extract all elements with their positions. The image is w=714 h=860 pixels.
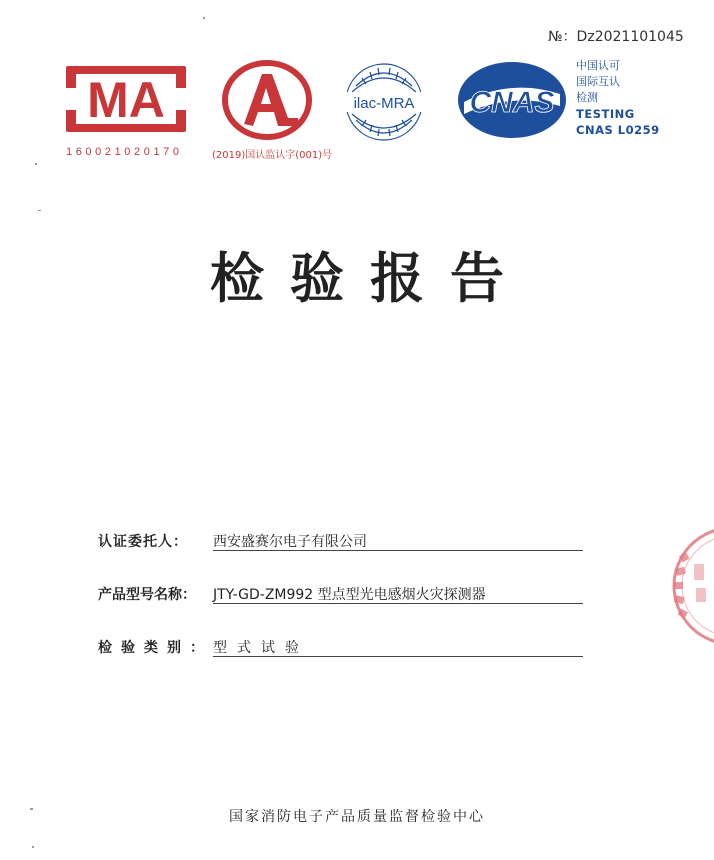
field-product	[98, 584, 486, 606]
ilac-text: ilac-MRA	[353, 95, 415, 112]
scan-speck	[35, 163, 37, 165]
cnas-line-3: 检测	[576, 91, 598, 104]
field-test-type-label: 检验类别：	[98, 640, 213, 656]
cnas-logo-text: CNAS	[469, 86, 555, 119]
cnas-logo	[454, 58, 570, 142]
ma-cert-number: 160021020170	[66, 146, 183, 158]
cnas-accreditation-text	[576, 58, 660, 138]
ilac-mra-logo	[338, 58, 430, 150]
field-test-type	[98, 637, 309, 659]
al-logo	[222, 60, 312, 140]
field-client	[98, 531, 367, 553]
field-client-label: 认证委托人：	[98, 534, 188, 550]
field-test-type-value: 型式试验	[213, 637, 583, 657]
ma-logo	[62, 62, 190, 136]
field-product-label: 产品型号名称：	[98, 587, 196, 603]
al-logo-text: AL	[267, 72, 269, 73]
report-title: 检验报告	[210, 246, 530, 310]
issuer-name: 国家消防电子产品质量监督检验中心	[229, 809, 485, 825]
report-number: №：Dz2021101045	[548, 29, 684, 45]
scan-speck	[30, 808, 33, 810]
cnas-line-1: 中国认可	[576, 59, 620, 72]
official-seal	[668, 524, 714, 658]
cnas-line-2: 国际互认	[576, 75, 620, 88]
scan-speck	[203, 17, 205, 19]
cnas-line-4: TESTING	[576, 107, 635, 121]
scan-speck	[38, 210, 41, 211]
ma-logo-text: MA	[87, 72, 165, 128]
cnas-line-5: CNAS L0259	[576, 123, 660, 137]
field-client-value: 西安盛赛尔电子有限公司	[213, 531, 583, 551]
al-cert-number: (2019)国认监认字(001)号	[212, 150, 333, 161]
scan-speck	[32, 846, 34, 848]
field-product-value: JTY-GD-ZM992 型点型光电感烟火灾探测器	[213, 584, 583, 604]
